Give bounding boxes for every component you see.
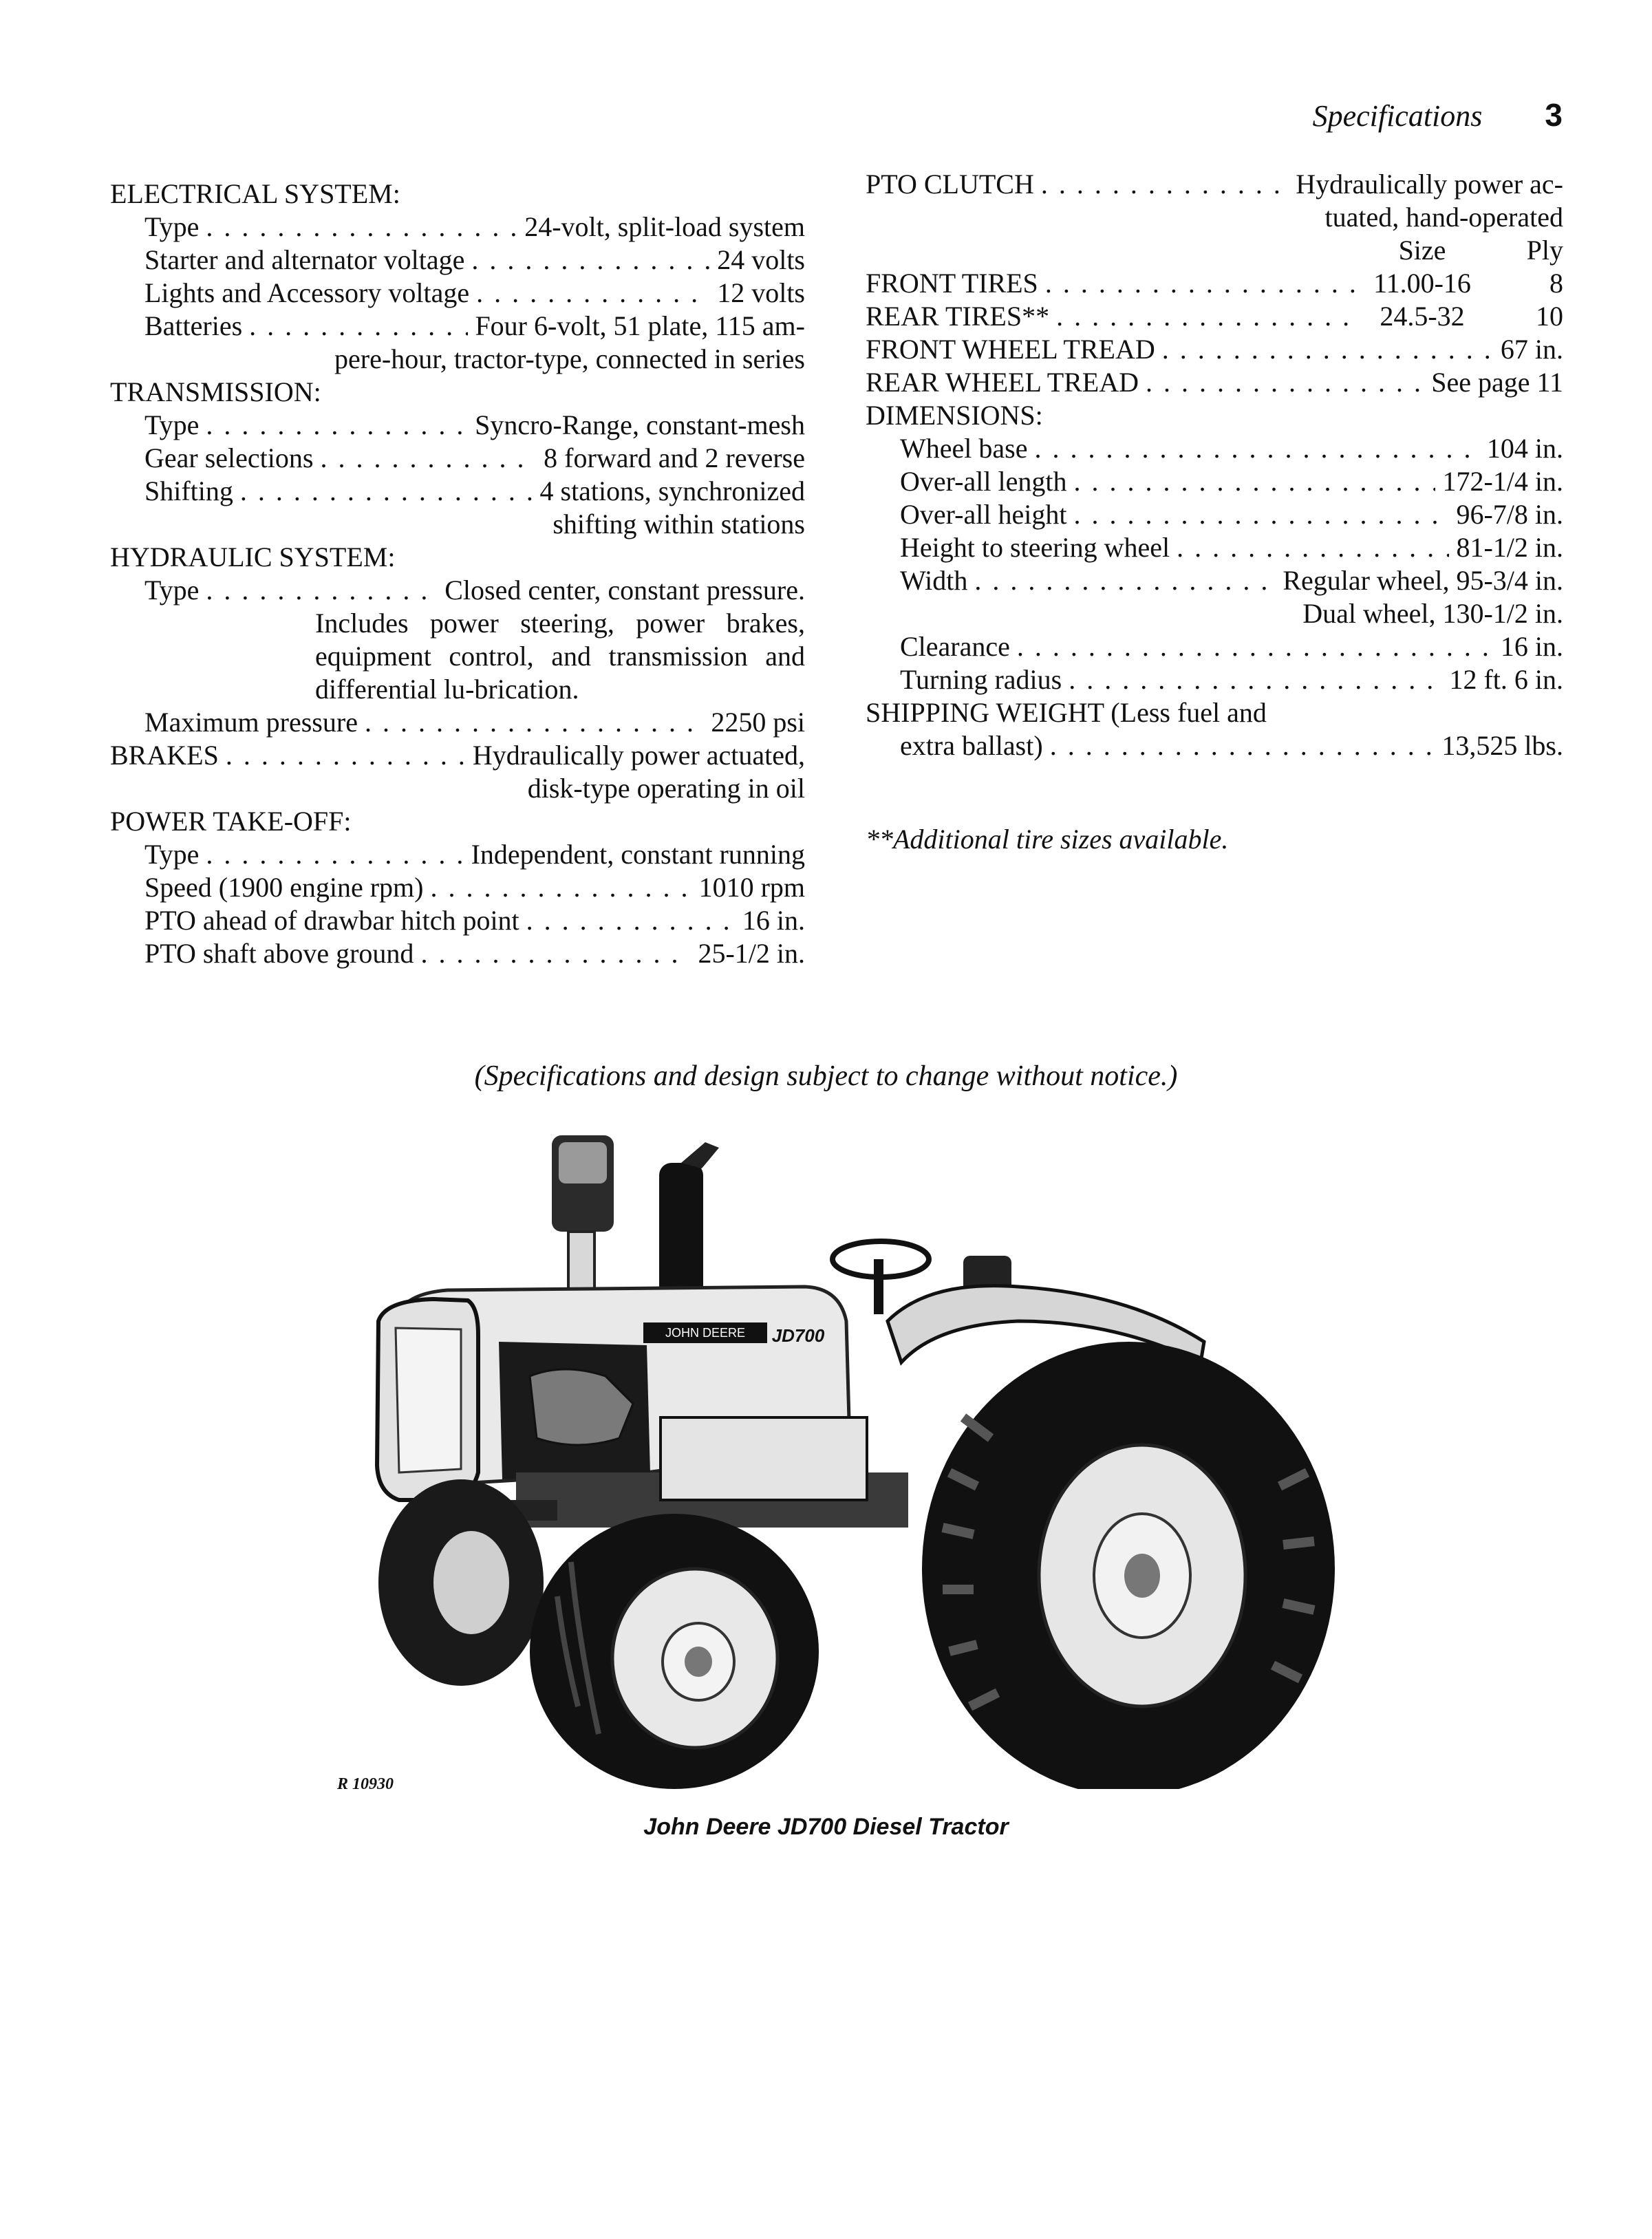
width-row: Width . . . Regular wheel, 95-3/4 in. [866,564,1563,597]
rear-tires-row: REAR TIRES** . . . 24.5-32 10 [866,300,1563,333]
page-number: 3 [1545,97,1563,133]
batteries-cont: pere-hour, tractor-type, connected in series [334,343,805,374]
hydraulic-type-row: Type . . . Closed center, constant pressure. [110,574,805,607]
front-tire-far [378,1479,544,1686]
width-cont: Dual wheel, 130-1/2 in. [1302,598,1563,629]
right-column [866,168,1563,762]
steering-height-row: Height to steering wheel . . . 81-1/2 in. [866,531,1563,564]
pto-shaft-row: PTO shaft above ground . . . 25-1/2 in. [110,937,805,970]
electrical-type-row: Type . . . 24-volt, split-load system [110,211,805,244]
hydraulic-heading: HYDRAULIC SYSTEM: [110,542,396,572]
pto-ahead-row: PTO ahead of drawbar hitch point . . . 16 in. [110,904,805,937]
starter-voltage-row: Starter and alternator voltage . . . 24 volts [110,244,805,277]
pto-speed-row: Speed (1900 engine rpm) . . . 1010 rpm [110,871,805,904]
brakes-row: BRAKES . . . Hydraulically power actuated, [110,739,805,772]
tire-size-note: **Additional tire sizes available. [866,824,1229,855]
rear-tire [922,1342,1335,1789]
ply-header: Ply [1526,235,1563,266]
shifting-row: Shifting . . . 4 stations, synchronized [110,475,805,508]
change-notice: (Specifications and design subject to change without notice.) [474,1060,1178,1092]
overall-height-row: Over-all height . . . 96-7/8 in. [866,498,1563,531]
clearance-row: Clearance . . . 16 in. [866,630,1563,663]
lights-voltage-row: Lights and Accessory voltage . . . 12 volts [110,277,805,310]
shifting-cont: shifting within stations [553,508,805,539]
dimensions-heading: DIMENSIONS: [866,400,1043,431]
wheel-base-row: Wheel base . . . 104 in. [866,432,1563,465]
brakes-cont: disk-type operating in oil [527,773,805,804]
figure-reference-number: R 10930 [337,1775,394,1793]
max-pressure-row: Maximum pressure . . . 2250 psi [110,706,805,739]
front-tires-row: FRONT TIRES . . . 11.00-16 8 [866,267,1563,300]
pto-type-row: Type . . . Independent, constant running [110,838,805,871]
shipping-weight-row: extra ballast) . . . 13,525 lbs. [866,729,1563,762]
transmission-type-row: Type . . . Syncro-Range, constant-mesh [110,409,805,442]
pto-clutch-cont: tuated, hand-operated [1324,202,1563,233]
header-title: Specifications [1312,99,1483,133]
model-badge: JD700 [771,1325,825,1346]
front-tread-row: FRONT WHEEL TREAD . . . 67 in. [866,333,1563,366]
transmission-heading: TRANSMISSION: [110,376,321,407]
turning-radius-row: Turning radius . . . 12 ft. 6 in. [866,663,1563,696]
batteries-row: Batteries . . . Four 6-volt, 51 plate, 115 am- [110,310,805,343]
size-header: Size [1398,235,1446,266]
left-column [110,178,805,970]
tractor-photo [358,1115,1362,1789]
rear-tread-row: REAR WHEEL TREAD . . . See page 11 [866,366,1563,399]
tire-column-headers [866,234,1563,267]
electrical-heading: ELECTRICAL SYSTEM: [110,178,400,209]
page-header [1313,96,1563,133]
front-tire-near [530,1514,819,1789]
pto-heading: POWER TAKE-OFF: [110,806,352,837]
shipping-weight-heading: SHIPPING WEIGHT (Less fuel and [866,697,1267,728]
figure-caption: John Deere JD700 Diesel Tractor [643,1814,1009,1840]
hydraulic-type-cont: Includes power steering, power brakes, equipment control, and transmission and differential lu-brication. [315,608,805,705]
overall-length-row: Over-all length . . . 172-1/4 in. [866,465,1563,498]
gear-selections-row: Gear selections . . . 8 forward and 2 reverse [110,442,805,475]
hood-logo-text: JOHN DEERE [665,1326,746,1340]
pto-clutch-row: PTO CLUTCH . . . Hydraulically power ac- [866,168,1563,201]
